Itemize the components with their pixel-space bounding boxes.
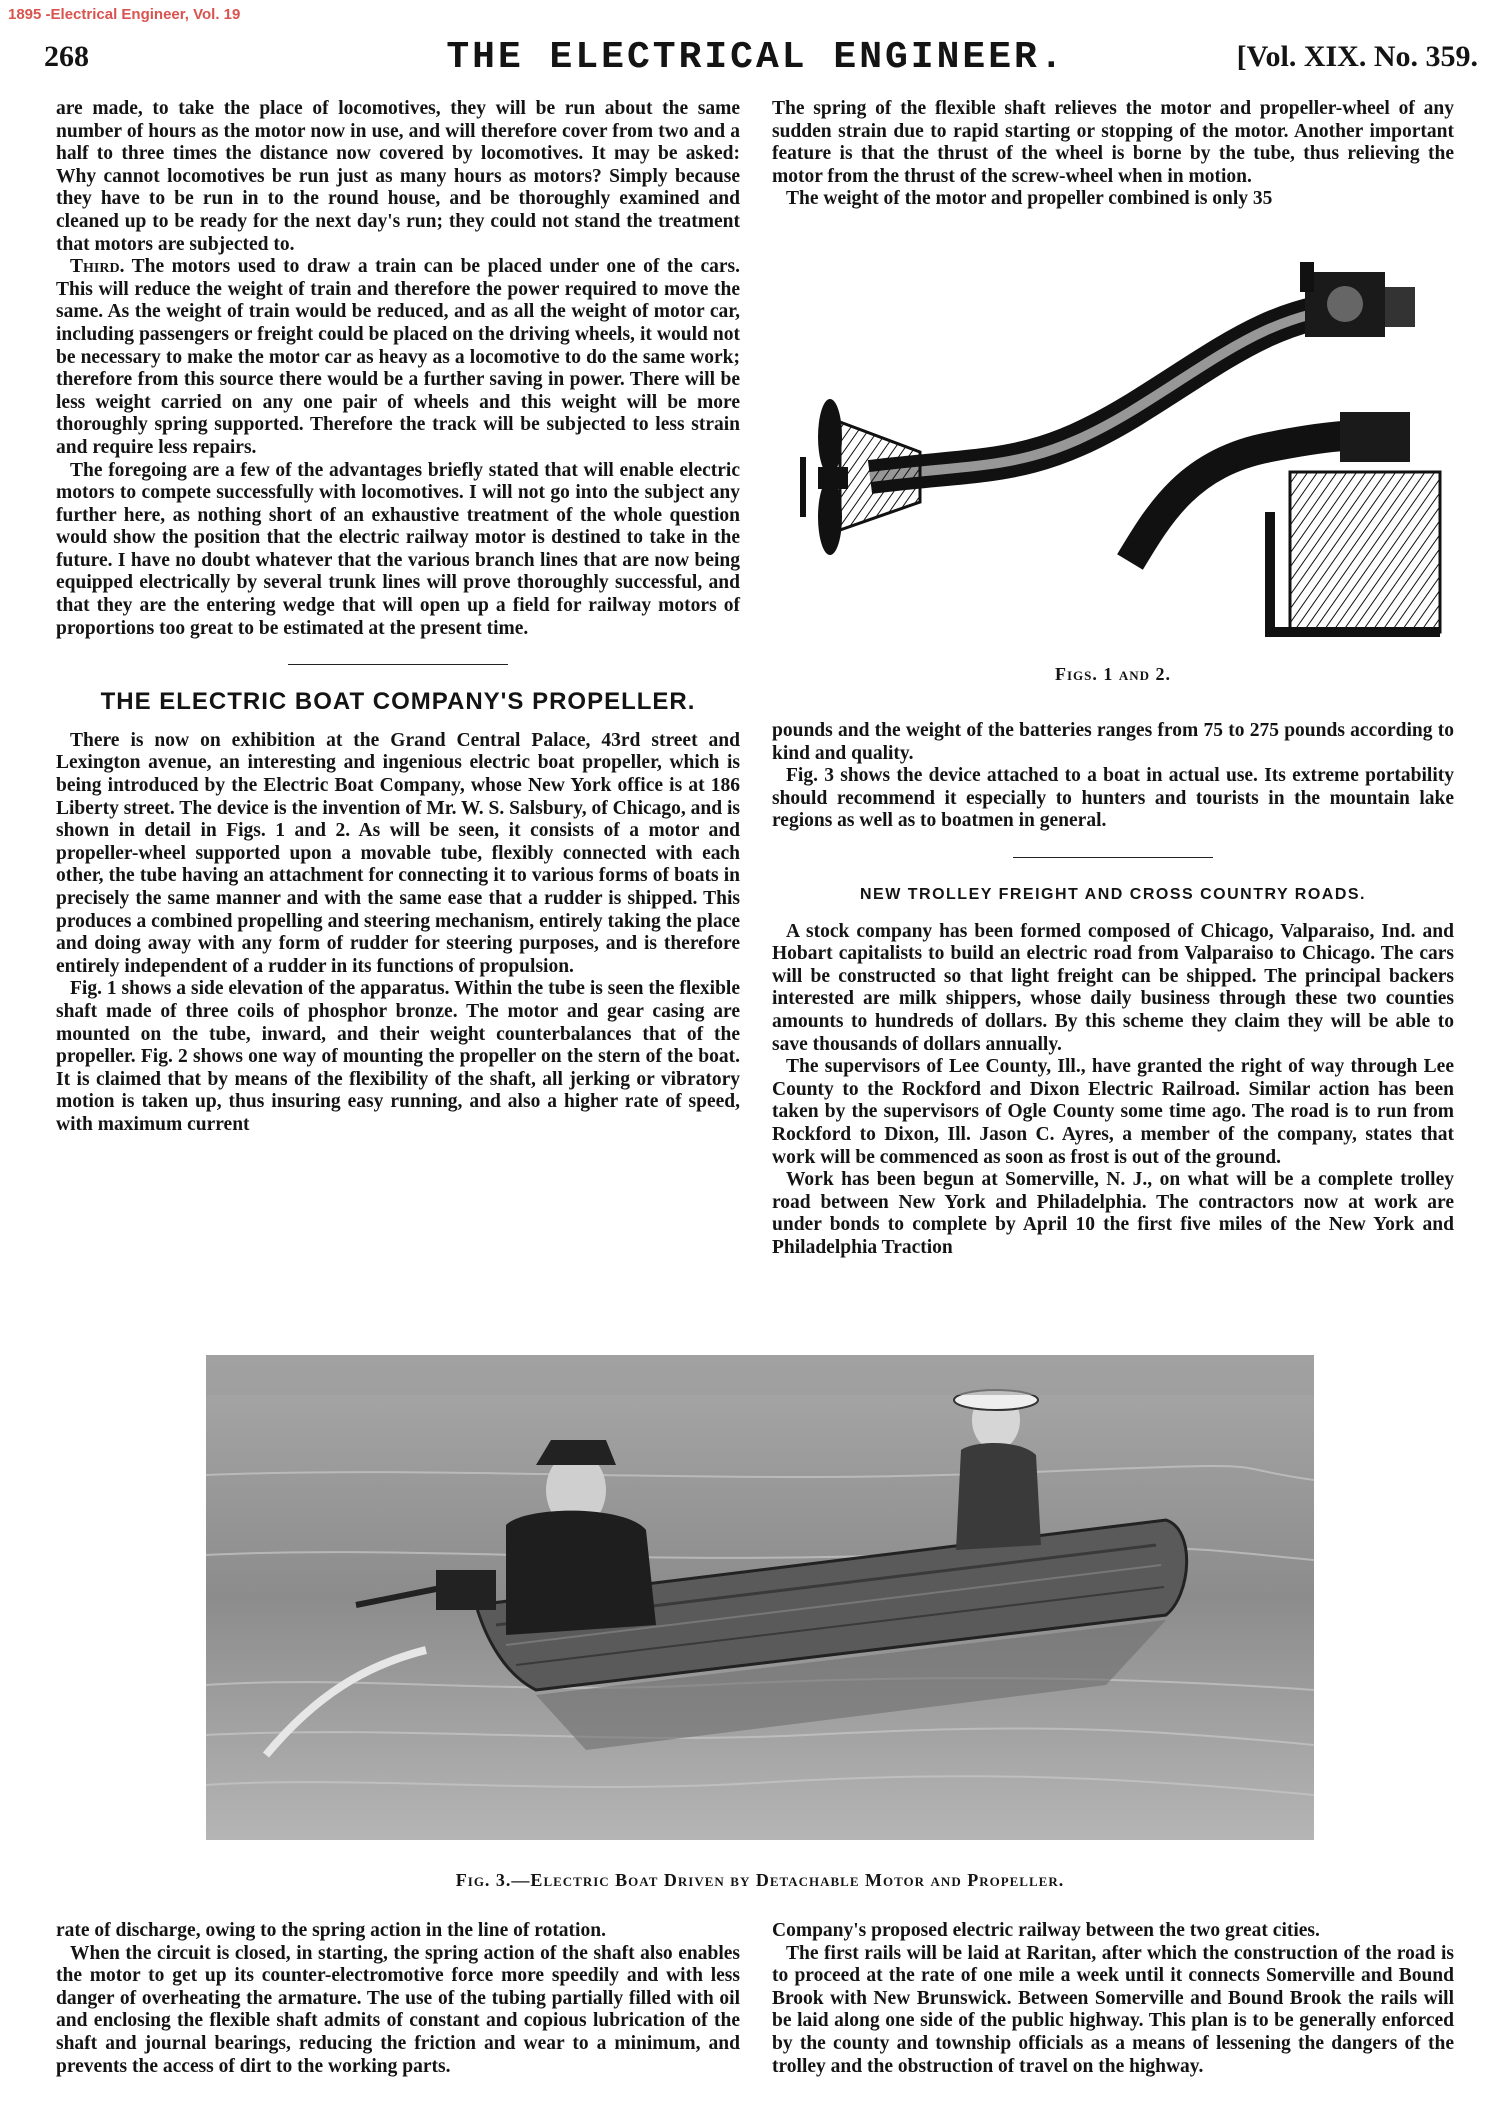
article-heading: THE ELECTRIC BOAT COMPANY'S PROPELLER. <box>100 688 696 716</box>
paragraph: The supervisors of Lee County, Ill., have granted the right of way through Lee County to the Rockford and Dixon Electric Railroad. Similar action has been taken by the supervisors of Ogle County some time ago. The road is to run from Rockford to Dixon, Ill. Jason C. Ayres, a member of the company, states that work will be commenced as soon as frost is out of the ground. <box>772 1056 1454 1168</box>
divider <box>1013 857 1213 858</box>
left-column-top <box>56 98 740 1137</box>
man-body <box>506 1511 656 1635</box>
boat-photo <box>206 1355 1314 1840</box>
paragraph: rate of discharge, owing to the spring action in the line of rotation. <box>56 1920 606 1941</box>
right-column-bottom <box>772 1920 1454 2078</box>
paragraph <box>56 256 740 459</box>
right-column-middle <box>772 720 1454 1259</box>
paragraph: Company's proposed electric railway between the two great cities. <box>772 1920 1320 1941</box>
propeller-guard <box>840 422 920 530</box>
source-watermark: 1895 -Electrical Engineer, Vol. 19 <box>8 6 241 23</box>
article-heading: NEW TROLLEY FREIGHT AND CROSS COUNTRY ROADS. <box>859 885 1366 903</box>
paragraph-lead: Third. <box>70 256 125 278</box>
paragraph: Fig. 3 shows the device attached to a boat in actual use. Its extreme portability should recommend it especially to hunters and tourists in the mountain lake regions as well as to boatmen in general. <box>772 765 1454 832</box>
divider <box>288 664 508 665</box>
paragraph: The weight of the motor and propeller combined is only 35 <box>786 188 1273 210</box>
figure-caption: Figs. 1 and 2. <box>1054 664 1172 684</box>
propeller-drawing <box>800 262 1460 662</box>
woman-body <box>956 1443 1041 1550</box>
paragraph: are made, to take the place of locomotives, they will be run about the same number of hours as the motor now in use, and will therefore cover from two and a half to three times the distance now covered by locomotives. It may be asked: Why cannot locomotives be run just as many hours as motors? Simply because they have to be run in to the round house, and be thoroughly examined and cleaned up to be ready for the next day's run; they could not stand the treatment that motors are subjected to. <box>56 98 740 255</box>
photo-caption: Fig. 3.—Electric Boat Driven by Detachable Motor and Propeller. <box>455 1870 1065 1890</box>
paragraph: A stock company has been formed composed of Chicago, Valparaiso, Ind. and Hobart capitalists to build an electric road from Valparaiso to Chicago. The cars will be constructed so that light freight can be shipped. The principal backers interested are milk shippers, whose daily business through these two counties amounts to hundreds of dollars. By this scheme they claim they will be able to save thousands of dollars annually. <box>772 920 1454 1055</box>
volume-issue: [Vol. XIX. No. 359. <box>1236 40 1478 73</box>
paragraph: The foregoing are a few of the advantages briefly stated that will enable electric motors to compete successfully with locomotives. I will not go into the subject any further here, as nothing short of an exhaustive treatment of the whole question would show the position that the electric railway motor is destined to take in the future. I have no doubt whatever that the various branch lines that are now being equipped electrically by several trunk lines will prove thoroughly successful, and that they are the entering wedge that will open up a field for railway motors of proportions too great to be estimated at the present time. <box>56 459 740 639</box>
propeller-blade <box>818 399 842 475</box>
figure-1-2-illustration <box>800 262 1460 662</box>
left-column-bottom <box>56 1920 740 2078</box>
paragraph: Work has been begun at Somerville, N. J., on what will be a complete trolley road between New York and Philadelphia. The contractors now at work are under bonds to complete by April 10 the first five miles of the New York and Philadelphia Traction <box>772 1169 1454 1258</box>
paragraph-text: The motors used to draw a train can be placed under one of the cars. This will reduce the weight of train and therefore the power required to move the same. As the weight of train would be reduced, and as all the weight of motor car, including passengers or freight could be placed on the driving wheels, it would not be necessary to make the motor car as heavy as a locomotive to do the same work; therefore from this source there would be a further saving in power. There will be less weight carried on any one pair of wheels and this weight will be more thoroughly spring supported. Therefore the track will be subjected to less strain and require less repairs. <box>56 256 740 458</box>
page-number: 268 <box>44 40 89 73</box>
paragraph: The first rails will be laid at Raritan, after which the construction of the road is to proceed at the rate of one mile a week until it connects Somerville and Bound Brook with New Brunswick. Between Somerville and Bound Brook the rails will be laid along one side of the public highway. This plan is to be generally enforced by the county and township officials as a means of lessening the dangers of the trolley and the obstruction of travel on the highway. <box>772 1942 1454 2077</box>
boat-stern <box>1290 472 1440 632</box>
right-column-top <box>772 98 1454 211</box>
paragraph: Fig. 1 shows a side elevation of the apparatus. Within the tube is seen the flexible shaft made of three coils of phosphor bronze. The motor and gear casing are mounted on the tube, inward, and their weight counterbalances that of the propeller. Fig. 2 shows one way of mounting the propeller on the stern of the boat. It is claimed that by means of the flexibility of the shaft, all jerking or vibratory motion is taken up, thus insuring easy running, and also a higher rate of speed, with maximum current <box>56 978 740 1135</box>
paragraph: There is now on exhibition at the Grand Central Palace, 43rd street and Lexington avenue, an interesting and ingenious electric boat propeller, which is being introduced by the Electric Boat Company, whose New York office is at 186 Liberty street. The device is the invention of Mr. W. S. Salsbury, of Chicago, and is shown in detail in Figs. 1 and 2. As will be seen, it consists of a motor and propeller-wheel supported upon a movable tube, flexibly connected with each other, the tube having an attachment for connecting it to various forms of boats in precisely the same manner and with the same ease that a rudder is shipped. This produces a combined propelling and steering mechanism, entirely taking the place and doing away with any form of rudder for steering purposes, and is therefore entirely independent of a rudder in its functions of propulsion. <box>56 729 740 977</box>
paragraph: pounds and the weight of the batteries ranges from 75 to 275 pounds according to kind and quality. <box>772 720 1454 764</box>
paragraph: The spring of the flexible shaft relieves the motor and propeller-wheel of any sudden strain due to rapid starting or stopping of the motor. Another important feature is that the thrust of the wheel is borne by the tube, thus relieving the motor from the thrust of the screw-wheel when in motion. <box>772 98 1454 187</box>
paragraph: When the circuit is closed, in starting, the spring action of the shaft also enables the motor to get up its counter-electromotive force more speedily and with less danger of overheating the armature. The use of the tubing partially filled with oil and enclosing the flexible shaft admits of constant and copious lubrication of the shaft and journal bearings, reducing the friction and wear to a minimum, and prevents the access of dirt to the working parts. <box>56 1942 740 2077</box>
propeller-blade <box>818 479 842 555</box>
motor-casing <box>1340 412 1410 462</box>
journal-title: THE ELECTRICAL ENGINEER. <box>446 36 1066 79</box>
figure-3-photo <box>206 1355 1314 1840</box>
